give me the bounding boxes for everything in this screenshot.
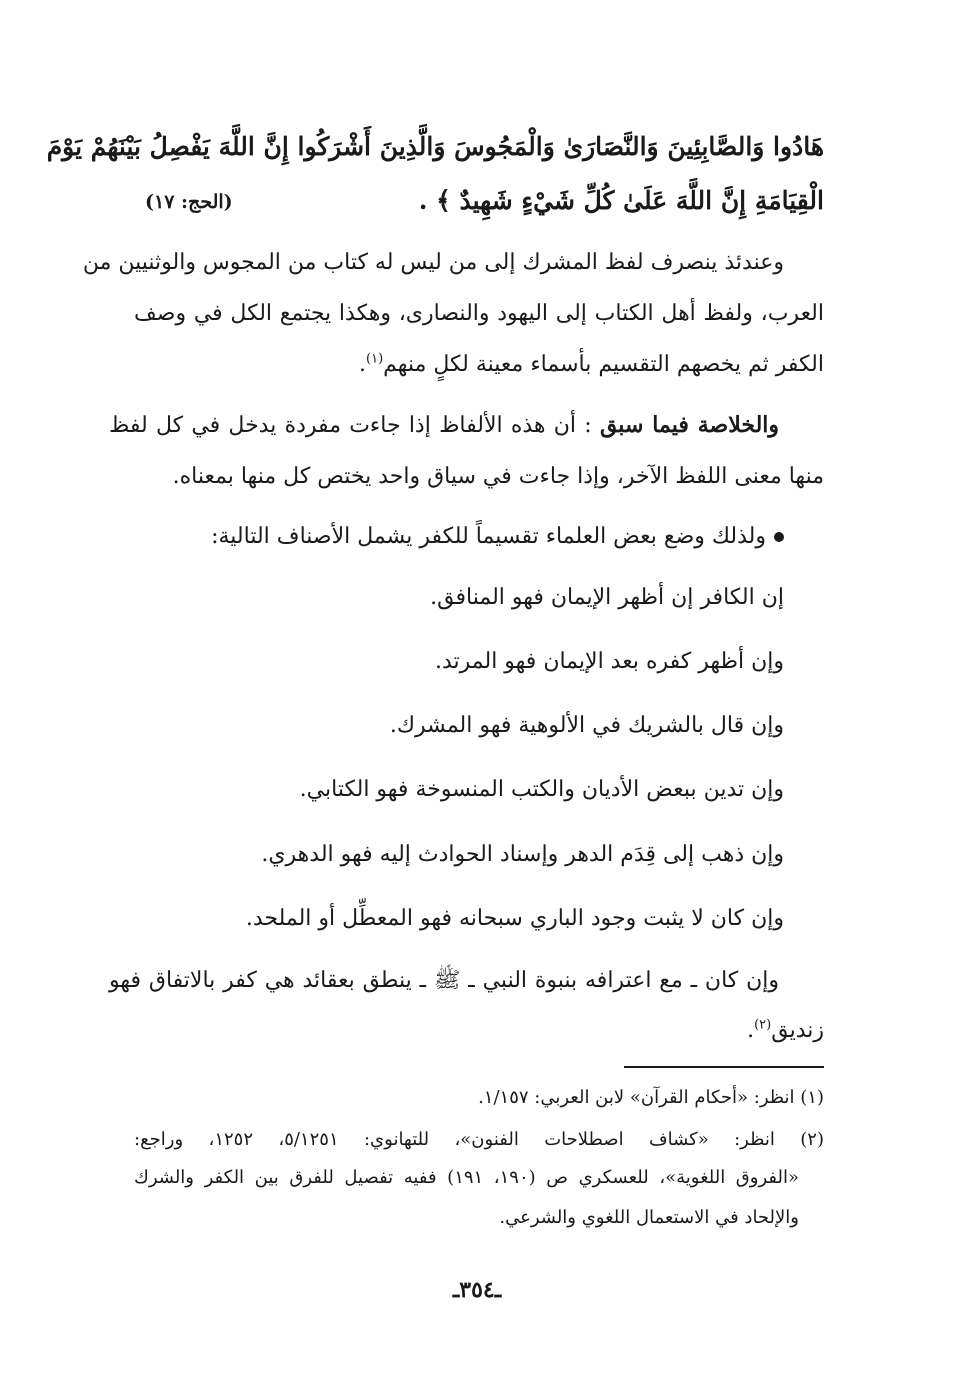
paragraph-2-line-2: منها معنى اللفظ الآخر، وإذا جاءت في سياق واحد يختص كل منها بمعناه. [172,464,824,489]
footnote-1: (١) انظر: «أحكام القرآن» لابن العربي: ١/١٥٧. [478,1087,824,1108]
paragraph-1-line-3-end: . [359,352,367,377]
last-paragraph-line-2-end: . [747,1018,755,1043]
footnote-2-line-2: «الفروق اللغوية»، للعسكري ص (١٩٠، ١٩١) ففيه تفصيل للفرق بين الكفر والشرك [134,1167,800,1188]
bullet-dot-icon [774,532,784,542]
footnote-2-line-1: (٢) انظر: «كشاف اصطلاحات الفنون»، للتهانوي: ٥/١٢٥١، ١٢٥٢، وراجع: [134,1129,824,1150]
quran-verse-line-2: الْقِيَامَةِ إِنَّ اللَّهَ عَلَىٰ كُلِّ شَيْءٍ شَهِيدٌ ﴾ . [418,186,824,215]
paragraph-2-line-1-rest: : أن هذه الألفاظ إذا جاءت مفردة يدخل في كل لفظ [109,413,592,438]
quran-reference: (الحج: ١٧) [145,191,233,213]
last-paragraph-line-1: وإن كان ـ مع اعترافه بنبوة النبي ـ ﷺ ـ ينطق بعقائد هي كفر بالاتفاق فهو [109,968,779,993]
classification-item: وإن تدين ببعض الأديان والكتب المنسوخة فهو الكتابي. [299,777,784,802]
footnote-separator [624,1066,824,1068]
page-number: ـ٣٥٤ـ [452,1277,502,1303]
classification-item: وإن أظهر كفره بعد الإيمان فهو المرتد. [434,649,784,674]
paragraph-1-line-3 [134,350,824,380]
bullet-text: ولذلك وضع بعض العلماء تقسيماً للكفر يشمل الأصناف التالية: [211,524,766,549]
paragraph-1-line-2: العرب، ولفظ أهل الكتاب إلى اليهود والنصارى، وهكذا يجتمع الكل في وصف [134,301,824,326]
classification-item: وإن قال بالشريك في الألوهية فهو المشرك. [389,713,784,738]
classification-item: إن الكافر إن أظهر الإيمان فهو المنافق. [430,585,784,610]
paragraph-1-line-3-text: الكفر ثم يخصهم التقسيم بأسماء معينة لكلٍ منهم [383,352,824,377]
classification-item: وإن ذهب إلى قِدَم الدهر وإسناد الحوادث إليه فهو الدهري. [261,842,784,867]
paragraph-1-line-1: وعندئذ ينصرف لفظ المشرك إلى من ليس له كتاب من المجوس والوثنيين من [82,250,784,275]
summary-lead: والخلاصة فيما سبق [599,412,780,438]
footnote-2-line-3: والإلحاد في الاستعمال اللغوي والشرعي. [499,1207,799,1228]
footnote-marker-1: (١) [366,351,384,367]
paragraph-2-line-1 [109,410,779,441]
last-paragraph-line-2-text: زنديق [771,1018,824,1043]
classification-item: وإن كان لا يثبت وجود الباري سبحانه فهو المعطِّل أو الملحد. [245,906,784,931]
quran-verse-line-1: هَادُوا وَالصَّابِئِينَ وَالنَّصَارَىٰ وَالْمَجُوسَ وَالَّذِينَ أَشْرَكُوا إِنَّ اللَّهَ يَفْصِلُ بَيْنَهُمْ يَوْمَ [46,132,824,161]
last-paragraph-line-2 [134,1016,824,1046]
footnote-marker-2: (٢) [754,1017,772,1033]
bullet-line [94,522,784,552]
